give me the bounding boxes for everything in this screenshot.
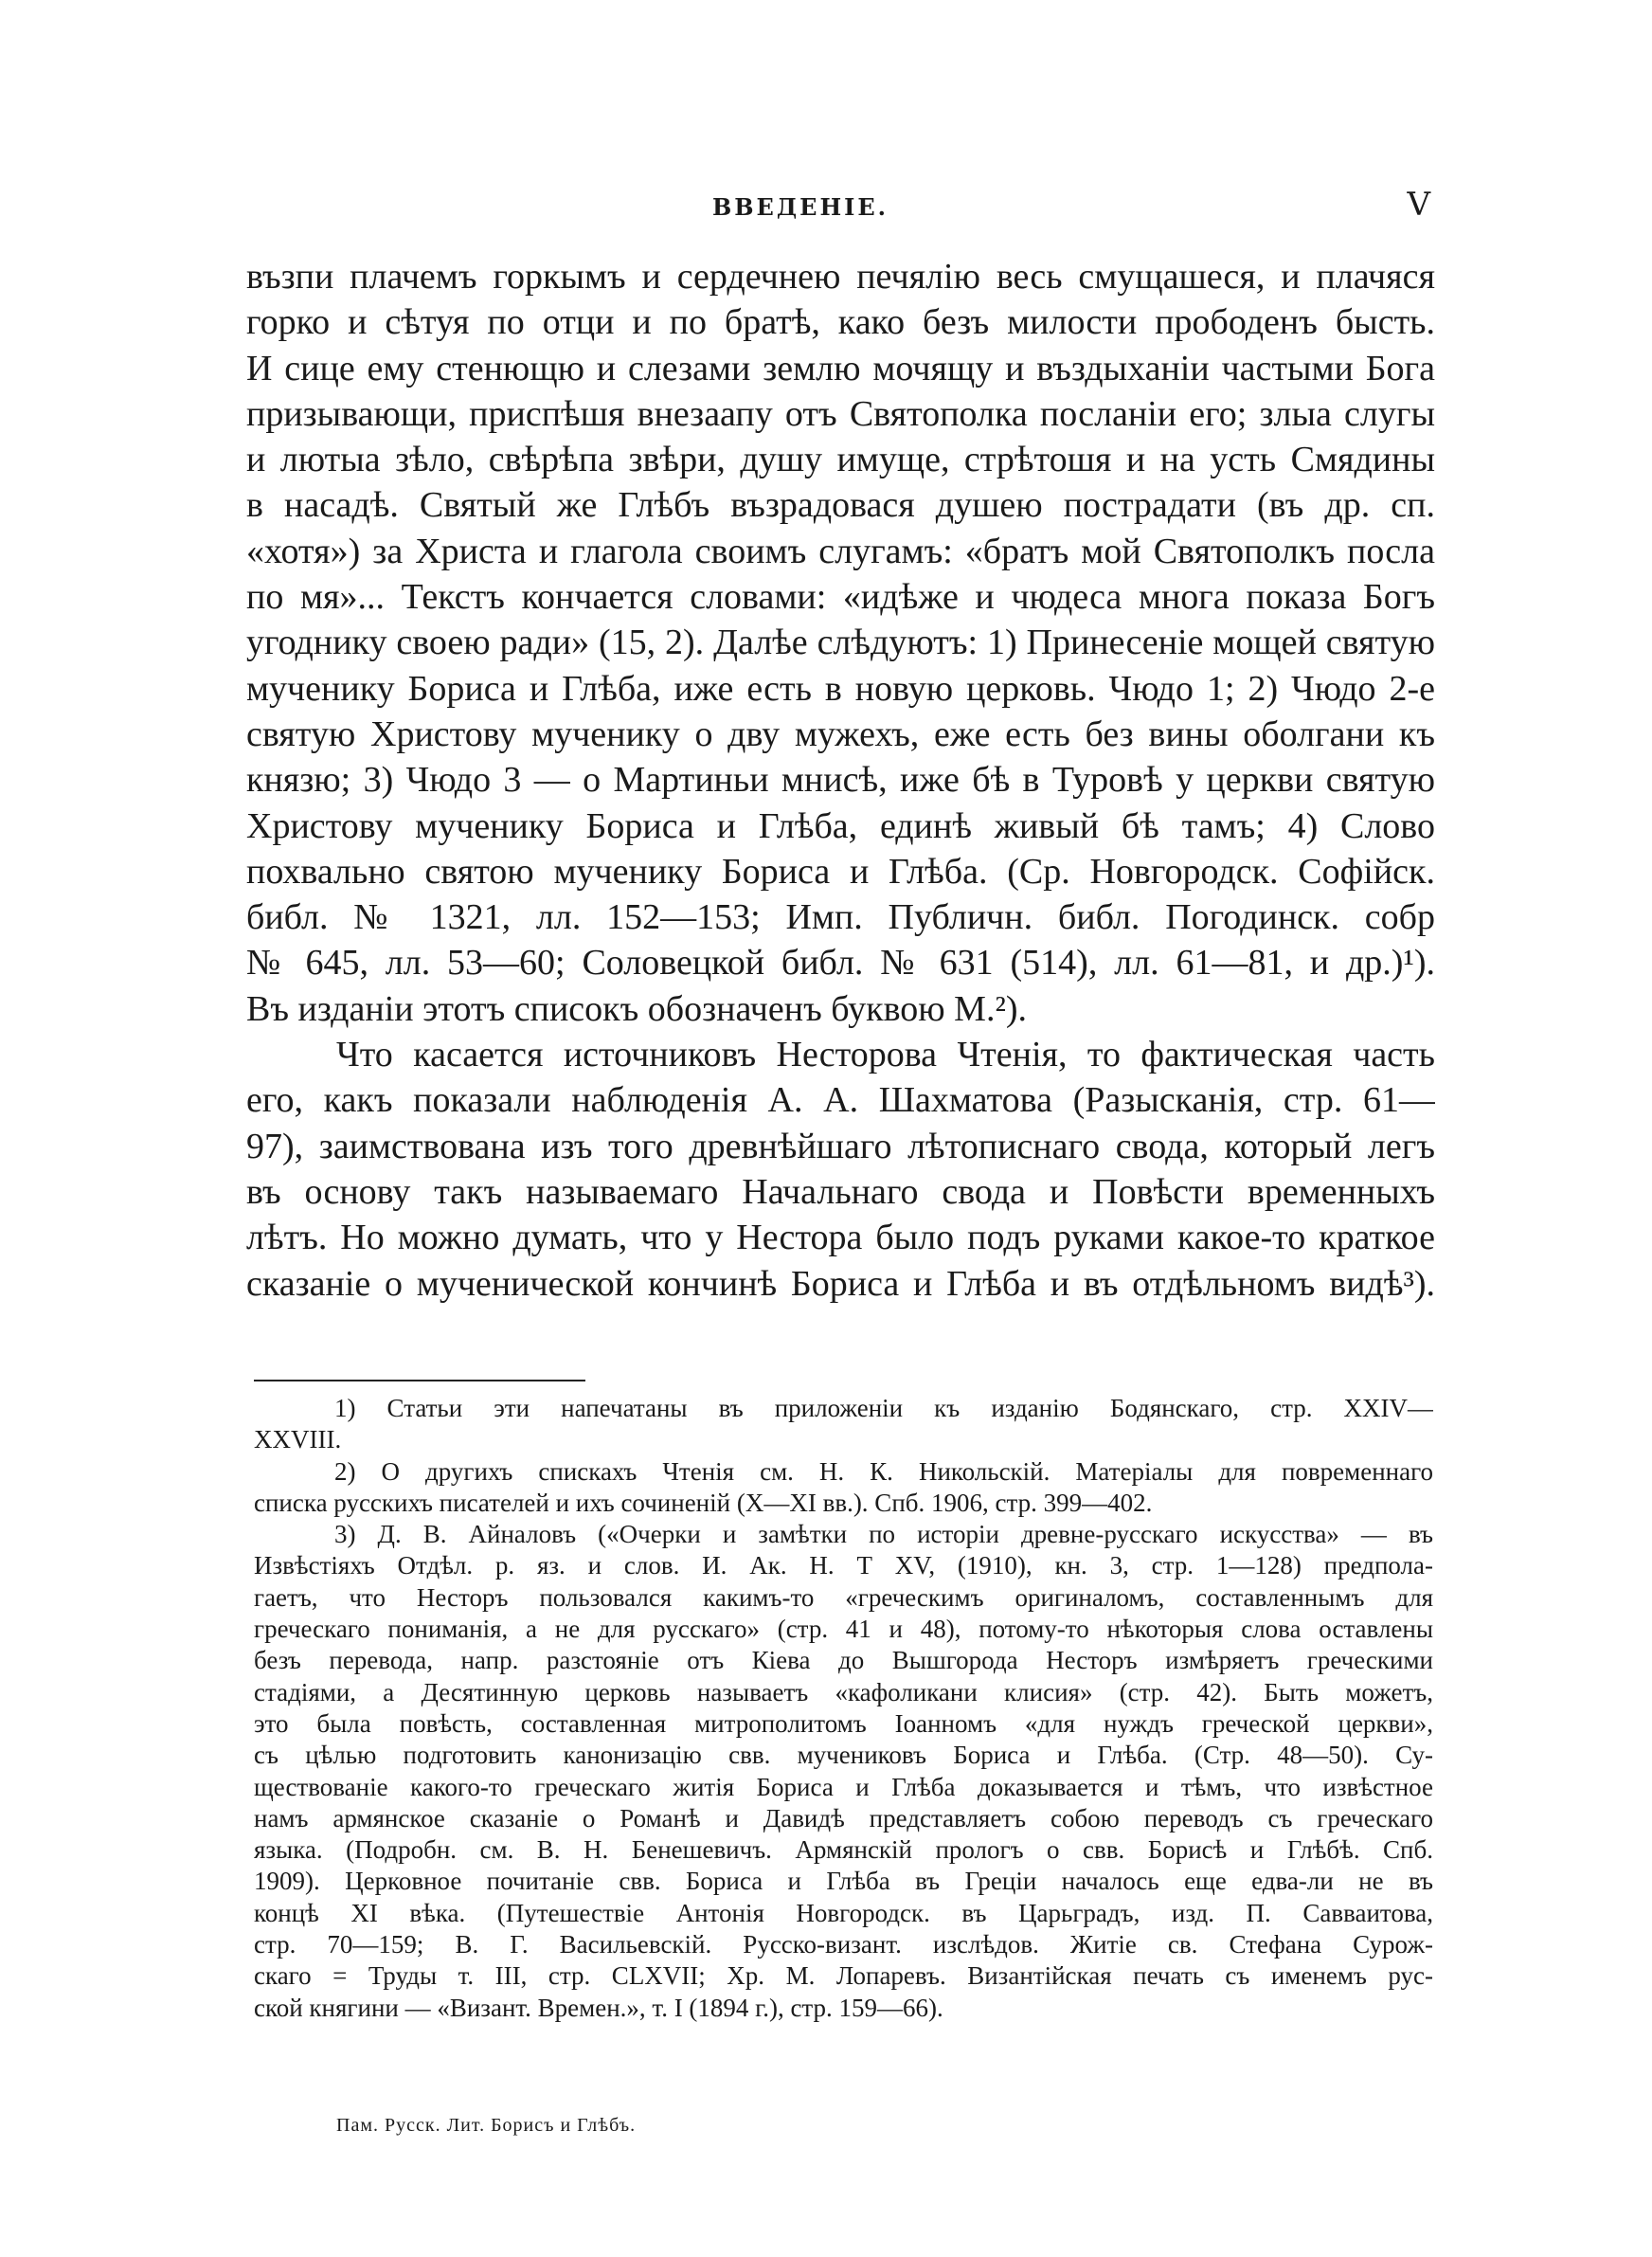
footnote-line: XXVIII. <box>254 1425 342 1454</box>
text-line: И сице ему стенющю и слезами землю мочящу и въздыханіи частыми Бога <box>246 348 1435 388</box>
footnote-line: 3) Д. В. Айналовъ («Очерки и замѣтки по исторіи древне-русскаго искусства» — въ <box>334 1520 1433 1549</box>
printer-signature: Пам. Русск. Лит. Борисъ и Глѣбъ. <box>336 2115 637 2136</box>
footnote-line: 1) Статьи эти напечатаны въ приложеніи къ изданію Бодянскаго, стр. XXIV— <box>334 1394 1433 1422</box>
main-text <box>246 254 1435 1307</box>
text-line: Христову мученику Бориса и Глѣба, единѣ живый бѣ тамъ; 4) Слово <box>246 805 1435 846</box>
footnote-line: гаетъ, что Несторъ пользовался какимъ-то «греческимъ оригиналомъ, составленнымъ для <box>254 1582 1433 1612</box>
footnote-line: Извѣстіяхъ Отдѣл. р. яз. и слов. И. Ак. Н. Т XV, (1910), кн. 3, стр. 1—128) предпола- <box>254 1551 1433 1580</box>
footnote-line: скаго = Труды т. III, стр. CLXVII; Хр. М. Лопаревъ. Византійская печать съ именемъ рус- <box>254 1961 1433 1991</box>
footnote-divider <box>254 1380 585 1381</box>
text-line: угоднику своею ради» (15, 2). Далѣе слѣдуютъ: 1) Принесеніе мощей святую <box>246 623 1435 663</box>
footnote-line: съ цѣлью подготовить канонизацію свв. мучениковъ Бориса и Глѣба. (Стр. 48—50). Су- <box>254 1741 1433 1770</box>
text-line: горко и сѣтуя по отци и по братѣ, како безъ милости прободенъ бысть. <box>246 302 1435 343</box>
footnote-line: ществованіе какого-то греческаго житія Бориса и Глѣба доказывается и тѣмъ, что извѣстное <box>254 1772 1433 1801</box>
footnote-line: безъ перевода, напр. разстояніе отъ Кіева до Вышгорода Несторъ измѣряетъ греческими <box>254 1646 1433 1675</box>
running-head <box>171 186 1430 233</box>
footnote-line: языка. (Подробн. см. В. Н. Бенешевичъ. Армянскій прологъ о свв. Борисѣ и Глѣбѣ. Спб. <box>254 1835 1433 1865</box>
text-line: лѣтъ. Но можно думать, что у Нестора было подъ руками какое-то краткое <box>246 1218 1435 1258</box>
footnote-line: греческаго пониманія, а не для русскаго» (стр. 41 и 48), потому-то нѣкоторыя слова оставлены <box>254 1615 1433 1644</box>
text-line: похвально святою мученику Бориса и Глѣба. (Ср. Новгородск. Софійск. <box>246 851 1435 892</box>
text-line: № 645, лл. 53—60; Соловецкой библ. № 631 (514), лл. 61—81, и др.)¹). <box>246 943 1435 984</box>
page-number: V <box>1407 186 1430 224</box>
footnote-line: списка русскихъ писателей и ихъ сочиненій (X—XI вв.). Спб. 1906, стр. 399—402. <box>254 1488 1153 1517</box>
text-line: святую Христову мученику о дву мужехъ, еже есть без вины оболгани къ <box>246 713 1435 754</box>
text-line: его, какъ показали наблюденія А. А. Шахматова (Разысканія, стр. 61— <box>246 1080 1435 1121</box>
text-line: възпи плачемъ горкымъ и сердечнею печялію весь смущашеся, и плачяся <box>246 257 1435 297</box>
text-line: мученику Бориса и Глѣба, иже есть в новую церковь. Чюдо 1; 2) Чюдо 2-е <box>246 668 1435 709</box>
footnote-line: намъ армянское сказаніе о Романѣ и Давидѣ представляетъ собою переводъ съ греческаго <box>254 1803 1433 1833</box>
footnotes <box>254 1393 1433 2024</box>
footnote-line: это была повѣсть, составленная митрополитомъ Іоанномъ «для нуждъ греческой церкви», <box>254 1708 1433 1738</box>
text-line: и лютыа зѣло, свѣрѣпа звѣри, душу имуще, стрѣтошя и на усть Смядины <box>246 440 1435 480</box>
text-line: библ. № 1321, лл. 152—153; Имп. Публичн. библ. Погодинск. собр <box>246 897 1435 938</box>
page-title: ВВЕДЕНІЕ. <box>711 193 889 221</box>
footnote-line: стадіями, а Десятинную церковь называетъ «кафоликани клисия» (стр. 42). Быть можетъ, <box>254 1677 1433 1706</box>
text-line: князю; 3) Чюдо 3 — о Мартиньи мнисѣ, иже бѣ в Туровѣ у церкви святую <box>246 760 1435 801</box>
footnote-line: 1909). Церковное почитаніе свв. Бориса и Глѣба въ Греціи началось еще едва-ли не въ <box>254 1867 1433 1896</box>
text-line: сказаніе о мученической кончинѣ Бориса и Глѣба и въ отдѣльномъ видѣ³). <box>246 1263 1435 1304</box>
footnote-line: стр. 70—159; В. Г. Васильевскій. Русско-визант. изслѣдов. Житіе св. Стефана Сурож- <box>254 1930 1433 1959</box>
footnote-line: 2) О другихъ спискахъ Чтенія см. Н. К. Никольскій. Матеріалы для повременнаго <box>334 1456 1433 1486</box>
text-line: «хотя») за Христа и глагола своимъ слугамъ: «братъ мой Святополкъ посла <box>246 531 1435 571</box>
text-line: Что касается источниковъ Несторова Чтенія, то фактическая часть <box>336 1035 1435 1075</box>
footnote-line: концѣ XI вѣка. (Путешествіе Антонія Новгородск. въ Царьградъ, изд. П. Савваитова, <box>254 1898 1433 1927</box>
text-line: 97), заимствована изъ того древнѣйшаго лѣтописнаго свода, который легъ <box>246 1126 1435 1166</box>
text-line: въ основу такъ называемаго Начальнаго свода и Повѣсти временныхъ <box>246 1171 1435 1212</box>
text-line: Въ изданіи этотъ списокъ обозначенъ буквою М.²). <box>246 988 1028 1029</box>
text-line: в насадѣ. Святый же Глѣбъ възрадовася душею пострадати (въ др. сп. <box>246 485 1435 526</box>
text-line: призывающи, приспѣшя внезаапу отъ Святополка посланіи его; злыа слугы <box>246 393 1435 434</box>
text-line: по мя»... Текстъ кончается словами: «идѣже и чюдеса многа показа Богъ <box>246 577 1435 618</box>
footnote-line: ской княгини — «Визант. Времен.», т. I (1894 г.), стр. 159—66). <box>254 1993 943 2022</box>
